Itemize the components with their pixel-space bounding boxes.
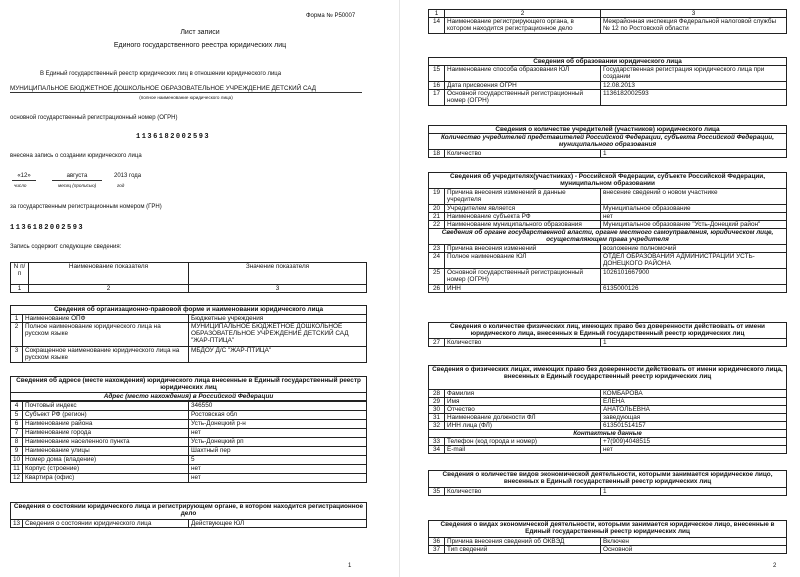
section-title: Сведения о количестве видов экономической деятельности, которыми занимается юридическое лицо, внесенных в Единый государственный реестр юридических лиц xyxy=(429,471,787,488)
row-number: 11 xyxy=(11,465,23,474)
row-name: Корпус (строение) xyxy=(23,465,189,474)
row-value: МУНИЦИПАЛЬНОЕ БЮДЖЕТНОЕ ДОШКОЛЬНОЕ ОБРАЗОВАТЕЛЬНОЕ УЧРЕЖДЕНИЕ ДЕТСКИЙ САД "ЖАР-ПТИЦА" xyxy=(189,323,367,347)
title-line-1: Лист записи xyxy=(180,29,220,36)
table-row xyxy=(429,90,787,106)
row-name: Причина внесения изменений xyxy=(445,245,601,253)
table-row xyxy=(11,520,367,528)
row-value: нет xyxy=(601,446,787,454)
row-number: 16 xyxy=(429,82,445,90)
entity-caption: (полное наименование юридического лица) xyxy=(139,95,233,100)
row-value: нет xyxy=(189,474,367,483)
row-number: 31 xyxy=(429,414,445,422)
section-activity-count xyxy=(428,470,787,496)
row-number: 13 xyxy=(11,520,23,528)
row-name: Наименование субъекта РФ xyxy=(445,213,601,221)
row-number: 29 xyxy=(429,398,445,406)
ogrn-label: основной государственный регистрационный номер (ОГРН) xyxy=(10,115,178,121)
form-label: Форма № Р50007 xyxy=(306,13,356,19)
table-row xyxy=(11,402,367,411)
row-value: +7(909)4048515 xyxy=(601,438,787,446)
row-name: Основной государственный регистрационный номер (ОГРН) xyxy=(445,269,601,285)
row-name: Номер дома (владение) xyxy=(23,456,189,465)
row-number: 17 xyxy=(429,90,445,106)
row-name: Количество xyxy=(445,150,601,158)
row-name: Полное наименование юридического лица на русском языке xyxy=(23,323,189,347)
row-number: 34 xyxy=(429,446,445,454)
row-name: Квартира (офис) xyxy=(23,474,189,483)
row-value: Межрайонная инспекция Федеральной налоговой службы № 12 по Ростовской области xyxy=(601,18,787,34)
table-row xyxy=(429,205,787,213)
row-value: 1 xyxy=(601,339,787,347)
table-row xyxy=(429,339,787,347)
table-row xyxy=(429,285,787,293)
row-number: 23 xyxy=(429,245,445,253)
section-subtitle: Адрес (место нахождения) в Российской Федерации xyxy=(11,393,367,401)
row-name: Наименование регистрирующего органа, в котором находится регистрационное дело xyxy=(445,18,601,34)
section-creation xyxy=(428,57,787,106)
row-number: 7 xyxy=(11,429,23,438)
grn-label: за государственным регистрационным номером (ГРН) xyxy=(10,204,162,210)
row-number: 20 xyxy=(429,205,445,213)
row-name: Субъект РФ (регион) xyxy=(23,411,189,420)
row-value: внесение сведений о новом участнике xyxy=(601,189,787,205)
row-number: 4 xyxy=(11,402,23,411)
row-number: 37 xyxy=(429,546,445,554)
section-subtitle: Сведения об органе государственной власти, органе местного самоуправления, юридическом лице, осуществляющем права учредителя xyxy=(429,229,787,245)
row-number: 27 xyxy=(429,339,445,347)
title-line-2: Единого государственного реестра юридических лиц xyxy=(113,42,287,49)
row-value: Бюджетные учреждения xyxy=(189,315,367,323)
row-name: Дата присвоения ОГРН xyxy=(445,82,601,90)
row-name: Имя xyxy=(445,398,601,406)
row-value: Усть-Донецкий р-н xyxy=(189,420,367,429)
row-number: 18 xyxy=(429,150,445,158)
ogrn-value: 1136182002593 xyxy=(136,133,211,141)
table-row xyxy=(11,438,367,447)
row-number: 22 xyxy=(429,221,445,229)
row-name: Фамилия xyxy=(445,390,601,398)
row-number: 36 xyxy=(429,538,445,546)
row-name: ИНН xyxy=(445,285,601,293)
row-name: Количество xyxy=(445,488,601,496)
row-value: МБДОУ Д/С "ЖАР-ПТИЦА" xyxy=(189,347,367,363)
row-value: Муниципальное образование "Усть-Донецкий район" xyxy=(601,221,787,229)
table-row xyxy=(11,347,367,363)
row-number: 25 xyxy=(429,269,445,285)
row-name: ИНН лица (ФЛ) xyxy=(445,422,601,430)
row-value: Муниципальное образование xyxy=(601,205,787,213)
row-number: 15 xyxy=(429,66,445,82)
row-name: Наименование муниципального образования xyxy=(445,221,601,229)
row-name: Наименование способа образования ЮЛ xyxy=(445,66,601,82)
section-opf xyxy=(10,305,367,363)
row-value: Действующее ЮЛ xyxy=(189,520,367,528)
row-value: 1026101667900 xyxy=(601,269,787,285)
table-row xyxy=(429,422,787,430)
contains-label: Запись содержит следующие сведения: xyxy=(10,244,122,250)
page-number: 1 xyxy=(348,563,352,569)
section-state xyxy=(10,502,367,528)
table-row xyxy=(11,474,367,483)
row-name: Причина внесения сведений об ОКВЭД xyxy=(445,538,601,546)
row-value: ЕЛЕНА xyxy=(601,398,787,406)
row-value: Шахтный пер xyxy=(189,447,367,456)
date-caption-year: год xyxy=(117,183,125,188)
row-number: 12 xyxy=(11,474,23,483)
row-value: нет xyxy=(189,465,367,474)
entry-label: внесена запись о создании юридического лица xyxy=(10,153,142,159)
table-row xyxy=(429,66,787,82)
row-value: Основной xyxy=(601,546,787,554)
row-value: заведующая xyxy=(601,414,787,422)
header-num: 2 xyxy=(29,285,189,293)
section-title: Сведения о физических лицах, имеющих право без доверенности действовать от имени юридического лица, внесенных в Единый государственный реестр юридических лиц xyxy=(429,366,787,390)
row-name: Отчество xyxy=(445,406,601,414)
row-name: Количество xyxy=(445,339,601,347)
section-title: Сведения об учредителях(участниках) - Российской Федерации, субъекте Российской Федерации, муниципальном образовании xyxy=(429,173,787,189)
row-name: Наименование района xyxy=(23,420,189,429)
section-subtitle: Контактные данные xyxy=(429,430,787,438)
table-row xyxy=(429,390,787,398)
section-title: Сведения о количестве учредителей (участников) юридического лица xyxy=(429,126,787,134)
table-row xyxy=(429,253,787,269)
row-name: Телефон (код города и номер) xyxy=(445,438,601,446)
table-row xyxy=(11,420,367,429)
table-row xyxy=(429,82,787,90)
row-value: 1 xyxy=(601,150,787,158)
section-title: Сведения о количестве физических лиц, имеющих право без доверенности действовать от имени юридического лица, внесенных в Единый государственный реестр юридических лиц xyxy=(429,323,787,339)
entity-name: МУНИЦИПАЛЬНОЕ БЮДЖЕТНОЕ ДОШКОЛЬНОЕ ОБРАЗОВАТЕЛЬНОЕ УЧРЕЖДЕНИЕ ДЕТСКИЙ САД xyxy=(10,86,362,93)
table-row xyxy=(11,456,367,465)
row-name: Наименование должности ФЛ xyxy=(445,414,601,422)
header-col1: N п/п xyxy=(11,263,29,285)
row-name: Полное наименование ЮЛ xyxy=(445,253,601,269)
row-number: 26 xyxy=(429,285,445,293)
section-title: Сведения об образовании юридического лица xyxy=(429,58,787,66)
section-address xyxy=(10,376,367,401)
section-persons-count xyxy=(428,322,787,347)
table-row xyxy=(429,446,787,454)
header-num: 1 xyxy=(11,285,29,293)
table-row xyxy=(429,438,787,446)
row-number: 35 xyxy=(429,488,445,496)
address-rows xyxy=(10,401,367,483)
row-number: 10 xyxy=(11,456,23,465)
table-row xyxy=(429,245,787,253)
table-row xyxy=(11,323,367,347)
intro-text: В Единый государственный реестр юридических лиц в отношении юридического лица xyxy=(40,71,282,77)
header-num: 3 xyxy=(189,285,367,293)
row-number: 24 xyxy=(429,253,445,269)
row-name: Причина внесения изменений в данные учредителя xyxy=(445,189,601,205)
row-name: Тип сведений xyxy=(445,546,601,554)
row-number: 28 xyxy=(429,390,445,398)
row-value: 613501514157 xyxy=(601,422,787,430)
row-name: Наименование города xyxy=(23,429,189,438)
section-subtitle: Количество учредителей представителей Российской Федерации, субъекта Российской Федерации, муниципального образования xyxy=(429,134,787,150)
table-row xyxy=(429,546,787,554)
table-row xyxy=(429,414,787,422)
header-num: 3 xyxy=(601,10,787,18)
section-person xyxy=(428,365,787,454)
row-name: Основной государственный регистрационный номер (ОГРН) xyxy=(445,90,601,106)
row-name: Наименование ОПФ xyxy=(23,315,189,323)
continuation-table xyxy=(428,9,787,34)
page-2 xyxy=(400,0,800,577)
section-title: Сведения об адресе (месте нахождения) юридического лица внесенные в Единый государственный реестр юридических лиц xyxy=(11,377,367,393)
row-value: КОМБАРОВА xyxy=(601,390,787,398)
row-number: 3 xyxy=(11,347,23,363)
row-value: Ростовская обл xyxy=(189,411,367,420)
table-row xyxy=(429,398,787,406)
table-row xyxy=(429,189,787,205)
row-number: 1 xyxy=(11,315,23,323)
row-number: 21 xyxy=(429,213,445,221)
row-value: 6135000126 xyxy=(601,285,787,293)
row-number: 8 xyxy=(11,438,23,447)
table-row xyxy=(429,488,787,496)
header-table xyxy=(10,262,367,293)
table-row xyxy=(429,18,787,34)
row-value: нет xyxy=(601,213,787,221)
date-caption-month: месяц (прописью) xyxy=(58,183,97,188)
section-activity xyxy=(428,520,787,554)
section-title: Сведения о состоянии юридического лица и регистрирующем органе, в котором находится регистрационное дело xyxy=(11,503,367,520)
header-num: 2 xyxy=(445,10,601,18)
row-value: 1 xyxy=(601,488,787,496)
row-value: 1136182002593 xyxy=(601,90,787,106)
row-value: 12.08.2013 xyxy=(601,82,787,90)
row-value: возложение полномочий xyxy=(601,245,787,253)
row-name: Учредителем является xyxy=(445,205,601,213)
row-value: 5 xyxy=(189,456,367,465)
section-title: Сведения о видах экономической деятельности, которыми занимается юридическое лицо, внесенные в Единый государственный реестр юридических лиц xyxy=(429,521,787,538)
row-value: 346550 xyxy=(189,402,367,411)
row-name: E-mail xyxy=(445,446,601,454)
row-value: ОТДЕЛ ОБРАЗОВАНИЯ АДМИНИСТРАЦИИ УСТЬ-ДОНЕЦКОГО РАЙОНА xyxy=(601,253,787,269)
row-value: Включен xyxy=(601,538,787,546)
table-row xyxy=(429,269,787,285)
table-row xyxy=(11,429,367,438)
row-number: 6 xyxy=(11,420,23,429)
row-value: Усть-Донецкий рп xyxy=(189,438,367,447)
table-row xyxy=(11,411,367,420)
header-num: 1 xyxy=(429,10,445,18)
header-col2: Наименование показателя xyxy=(29,263,189,285)
row-name: Почтовый индекс xyxy=(23,402,189,411)
table-row xyxy=(429,221,787,229)
row-value: Государственная регистрация юридического лица при создании xyxy=(601,66,787,82)
row-number: 14 xyxy=(429,18,445,34)
row-number: 33 xyxy=(429,438,445,446)
date-year: 2013 года xyxy=(114,173,142,179)
table-row xyxy=(11,315,367,323)
row-name: Сведения о состоянии юридического лица xyxy=(23,520,189,528)
table-row xyxy=(11,447,367,456)
row-number: 2 xyxy=(11,323,23,347)
date-day: «12» xyxy=(12,173,36,181)
row-value: АНАТОЛЬЕВНА xyxy=(601,406,787,414)
table-row xyxy=(429,538,787,546)
row-number: 19 xyxy=(429,189,445,205)
row-name: Наименование населенного пункта xyxy=(23,438,189,447)
page-number: 2 xyxy=(773,563,777,569)
section-title: Сведения об организационно-правовой форме и наименовании юридического лица xyxy=(11,306,367,315)
table-row xyxy=(11,465,367,474)
section-founders-count xyxy=(428,125,787,158)
table-row xyxy=(429,150,787,158)
grn-value: 1136182002593 xyxy=(10,224,85,232)
section-founder xyxy=(428,172,787,293)
row-number: 9 xyxy=(11,447,23,456)
row-number: 5 xyxy=(11,411,23,420)
header-col3: Значение показателя xyxy=(189,263,367,285)
row-number: 32 xyxy=(429,422,445,430)
date-month: августа xyxy=(52,173,102,181)
table-row xyxy=(429,213,787,221)
row-name: Наименование улицы xyxy=(23,447,189,456)
row-name: Сокращенное наименование юридического лица на русском языке xyxy=(23,347,189,363)
date-caption-day: число xyxy=(14,183,27,188)
row-number: 30 xyxy=(429,406,445,414)
table-row xyxy=(429,406,787,414)
row-value: нет xyxy=(189,429,367,438)
